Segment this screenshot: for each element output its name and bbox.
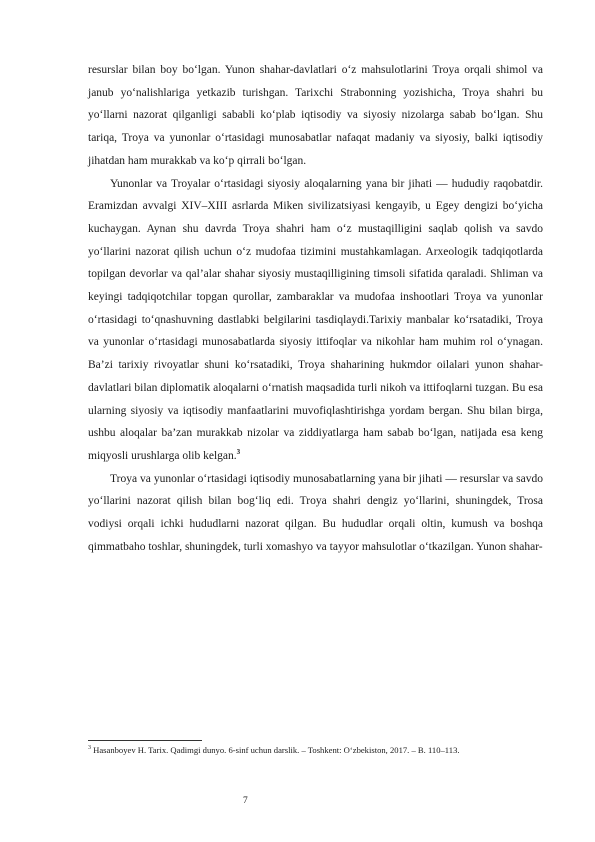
footnote-text: Hasanboyev H. Tarix. Qadimgi dunyo. 6-sinf uchun darslik. – Toshkent: O‘zbekiston, 2017. – B. 110–113.	[93, 745, 460, 755]
paragraph-3: Troya va yunonlar o‘rtasidagi iqtisodiy munosabatlarning yana bir jihati — resurslar va savdo yo‘llarini nazorat qilish bilan bog‘liq edi. Troya shahri dengiz yo‘llarini, shuningdek, Trosa vodiysi orqali ichki hududlarni nazorat qilgan. Bu hududlar orqali oltin, kumush va boshqa qimmatbaho toshlar, shuningdek, turli xomashyo va tayyor mahsulotlar o‘tkazilgan. Yunon shahar-	[88, 472, 543, 553]
paragraph-2	[88, 173, 543, 468]
body-text	[88, 59, 543, 558]
footnote-number: 3	[88, 745, 91, 752]
page-number: 7	[243, 796, 248, 806]
footnote-separator	[88, 740, 202, 741]
paragraph-1: resurslar bilan boy bo‘lgan. Yunon shahar-davlatlari o‘z mahsulotlarini Troya orqali shimol va janub yo‘nalishlariga yetkazib turishgan. Tarixchi Strabonning yozishicha, Troya shahri bu yo‘llarni nazorat qilganligi sababli ko‘plab iqtisodiy va siyosiy nizolarga sabab bo‘lgan. Shu tariqa, Troya va yunonlar o‘rtasidagi munosabatlar nafaqat madaniy va siyosiy, balki iqtisodiy jihatdan ham murakkab va ko‘p qirrali bo‘lgan.	[88, 64, 543, 167]
footnote	[88, 744, 543, 757]
footnote-reference[interactable]: 3	[236, 448, 241, 457]
paragraph-2-text: Yunonlar va Troyalar o‘rtasidagi siyosiy aloqalarning yana bir jihati — hududiy raqobatdir. Eramizdan avvalgi XIV–XIII asrlarda Miken sivilizatsiyasi kengayib, u Egey dengizi bo‘yicha kuchaygan. Aynan shu davrda Troya shahri ham o‘z mustaqilligini saqlab qolish va savdo yo‘llarini nazorat qilish uchun o‘z mudofaa tizimini mustahkamlagan. Arxeologik tadqiqotlarda topilgan devorlar va qal’alar shahar siyosiy mustaqilligining timsoli sifatida qaraladi. Shliman va keyingi tadqiqotchilar topgan qurollar, zambaraklar va mudofaa inshootlari Troya va yunonlar o‘rtasidagi to‘qnashuvning dastlabki belgilarini tasdiqlaydi.Tarixiy manbalar ko‘rsatadiki, Troya va yunonlar o‘rtasidagi munosabatlarda siyosiy ittifoqlar va nikohlar ham muhim rol o‘ynagan. Ba’zi tarixiy rivoyatlar shuni ko‘rsatadiki, Troya shaharining hukmdor oilalari yunon shahar-davlatlari bilan diplomatik aloqalarni o‘rnatish maqsadida turli nikoh va ittifoqlarni tuzgan. Bu esa ularning siyosiy va iqtisodiy manfaatlarini muvofiqlashtirishga yordam bergan. Shu bilan birga, ushbu aloqalar ba’zan murakkab nizolar va ziddiyatlarga ham sabab bo‘lgan, natijada esa keng miqyosli urushlarga olib kelgan.	[88, 177, 543, 462]
